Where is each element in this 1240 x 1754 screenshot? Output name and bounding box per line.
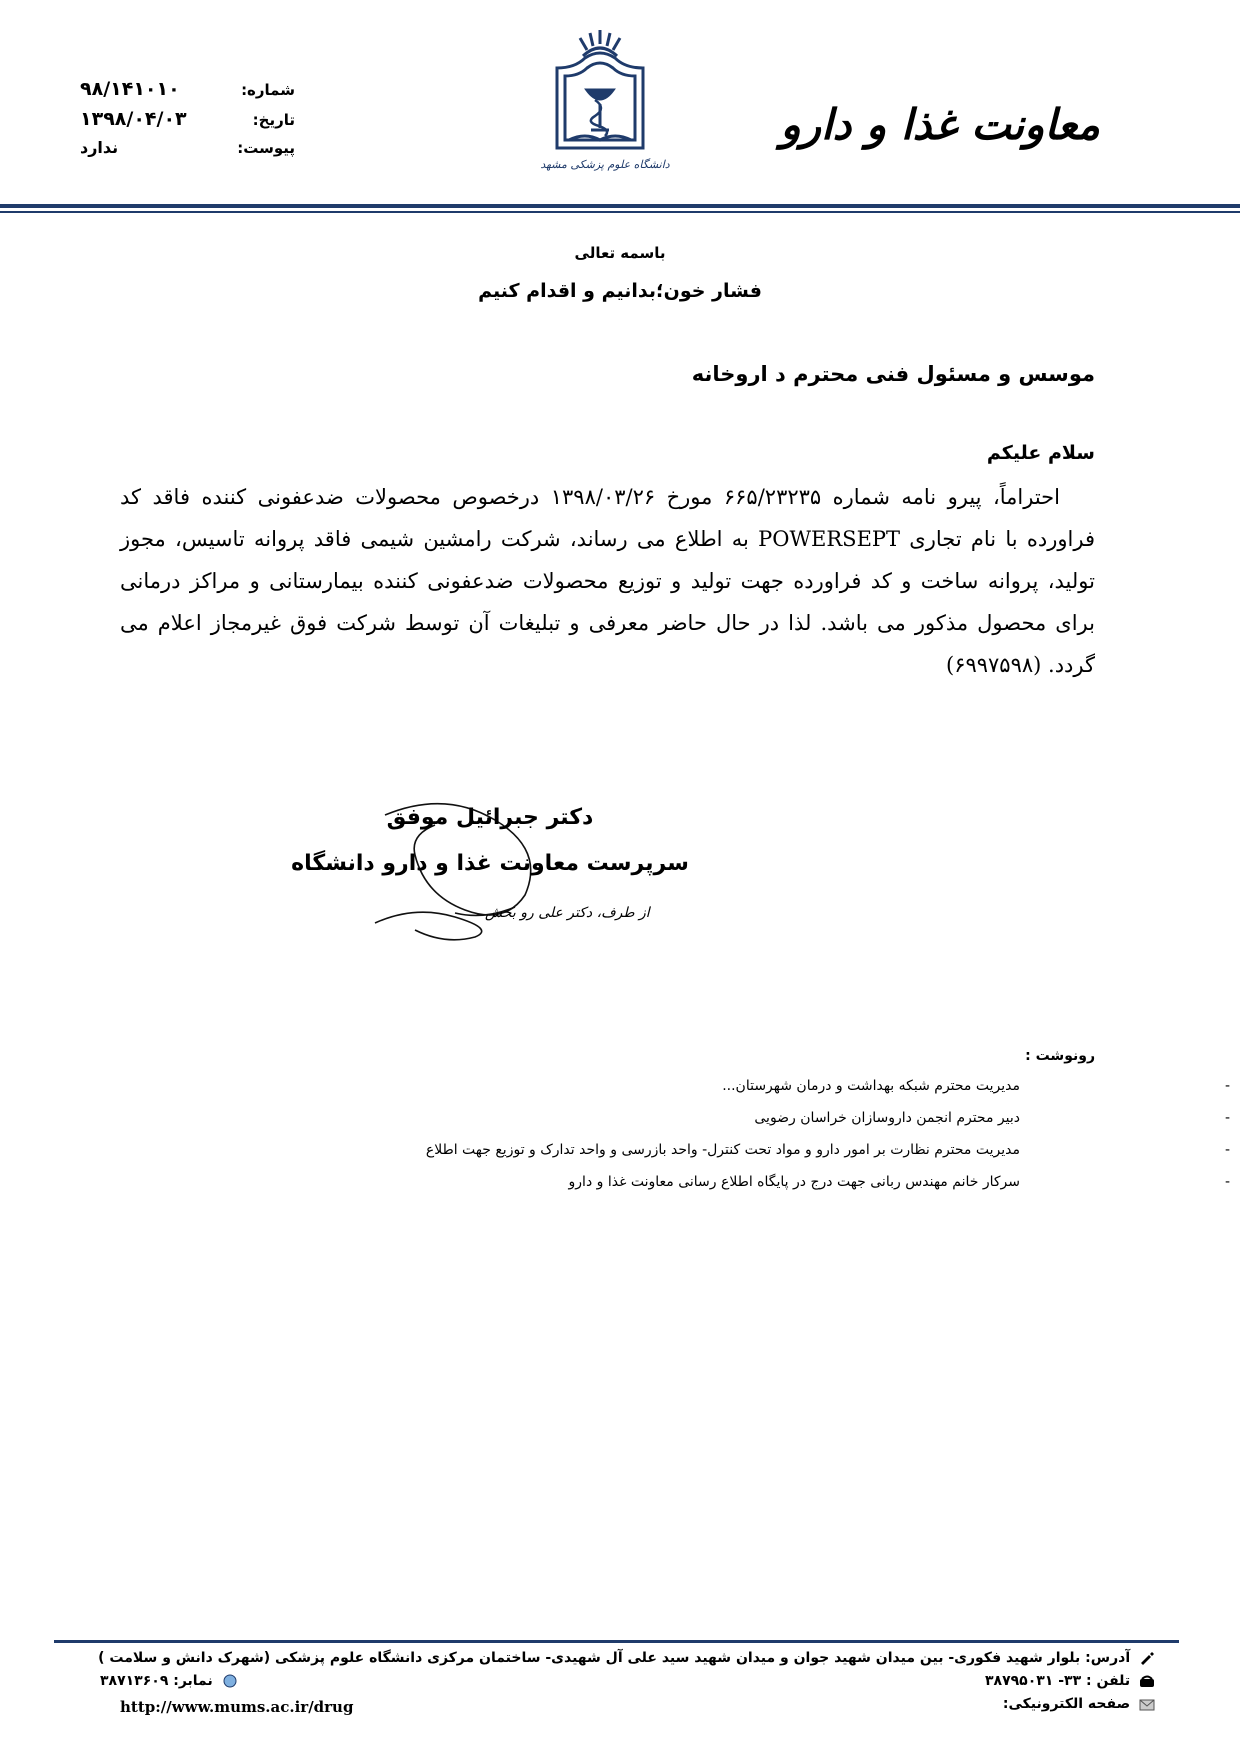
list-item <box>120 1108 1230 1140</box>
on-behalf-note: از طرف، دکتر علی رو بخش <box>485 905 650 921</box>
list-dash: - <box>1224 1142 1230 1158</box>
university-logo <box>535 28 675 188</box>
cc-item-text: مدیریت محترم شبکه بهداشت و درمان شهرستان... <box>722 1078 1020 1094</box>
fax-number: ۳۸۷۱۳۶۰۹ <box>100 1673 169 1689</box>
invocation: باسمه تعالی <box>574 244 666 262</box>
footer-web <box>1003 1696 1155 1712</box>
university-emblem-icon <box>535 28 675 188</box>
meta-attachment-label: پیوست: <box>237 139 295 157</box>
address-label: آدرس: <box>1085 1650 1131 1666</box>
list-item <box>120 1140 1230 1172</box>
phone-label: تلفن : <box>1086 1673 1131 1689</box>
mail-icon <box>1139 1697 1155 1711</box>
footer-divider <box>54 1640 1179 1643</box>
web-label: صفحه الکترونیکی: <box>1002 1696 1131 1712</box>
logo-caption: دانشگاه علوم پزشکی مشهد <box>540 158 670 171</box>
address-text: بلوار شهید فکوری- بین میدان شهید جوان و میدان شهید سید علی آل شهیدی- ساختمان مرکزی دانشگاه علوم پزشکی (شهرک دانش و سلامت ) <box>98 1650 1081 1666</box>
meta-number-label: شماره: <box>241 81 295 99</box>
footer-address <box>95 1650 1155 1666</box>
list-item <box>120 1172 1230 1204</box>
meta-number-row <box>80 78 295 108</box>
header-divider-thin <box>0 211 1240 213</box>
list-item <box>120 1076 1230 1108</box>
meta-date-row <box>80 108 295 138</box>
signatory-title: سرپرست معاونت غذا و دارو دانشگاه <box>291 851 689 876</box>
department-title: معاونت غذا و دارو <box>780 100 1100 149</box>
footer-phone <box>985 1673 1155 1689</box>
cc-item-text: دبیر محترم انجمن داروسازان خراسان رضویی <box>754 1110 1020 1126</box>
cc-item-text: مدیریت محترم نظارت بر امور دارو و مواد تحت کنترل- واحد بازرسی و واحد تدارک و توزیع جهت اطلاع <box>425 1142 1020 1158</box>
header-divider <box>0 204 1240 208</box>
list-dash: - <box>1224 1110 1230 1126</box>
recipient: موسس و مسئول فنی محترم د اروخانه <box>691 362 1095 386</box>
globe-icon <box>222 1674 238 1688</box>
list-dash: - <box>1224 1174 1230 1190</box>
meta-attachment-row <box>80 138 295 168</box>
cc-item-text: سرکار خانم مهندس ربانی جهت درج در پایگاه اطلاع رسانی معاونت غذا و دارو <box>568 1174 1020 1190</box>
signatory-name: دکتر جبرائیل موفق <box>386 805 594 830</box>
phone-number: ۳۳- ۳۸۷۹۵۰۳۱ <box>984 1673 1082 1689</box>
fax-label: نمابر: <box>173 1673 213 1689</box>
list-dash: - <box>1224 1078 1230 1094</box>
meta-attachment-value: ندارد <box>80 138 119 157</box>
phone-icon <box>1139 1674 1155 1688</box>
cc-heading: رونوشت : <box>1025 1048 1095 1064</box>
cc-list <box>120 1076 1230 1204</box>
meta-number-value: ۹۸/۱۴۱۰۱۰ <box>80 78 180 100</box>
website-link[interactable]: http://www.mums.ac.ir/drug <box>120 1698 354 1716</box>
footer-fax <box>100 1673 238 1689</box>
slogan: فشار خون؛بدانیم و اقدام کنیم <box>478 280 762 302</box>
meta-date-label: تاریخ: <box>252 111 295 129</box>
meta-date-value: ۱۳۹۸/۰۴/۰۳ <box>80 108 187 130</box>
greeting: سلام علیکم <box>986 442 1095 464</box>
letter-meta <box>80 78 295 168</box>
pen-icon <box>1139 1651 1155 1665</box>
letter-body: احتراماً، پیرو نامه شماره ۶۶۵/۲۳۲۳۵ مورخ ۱۳۹۸/۰۳/۲۶ درخصوص محصولات ضدعفونی کننده فاقد کد فراورده با نام تجاری POWERSEPT به اطلاع می رساند، شرکت رامشین شیمی فاقد پروانه تاسیس، مجوز تولید، پروانه ساخت و کد فراورده جهت تولید و توزیع محصولات ضدعفونی کننده بیمارستانی و مراکز درمانی برای محصول مذکور می باشد. لذا در حال حاضر معرفی و تبلیغات آن توسط شرکت فوق غیرمجاز اعلام می گردد. (۶۹۹۷۵۹۸) <box>120 485 1095 677</box>
